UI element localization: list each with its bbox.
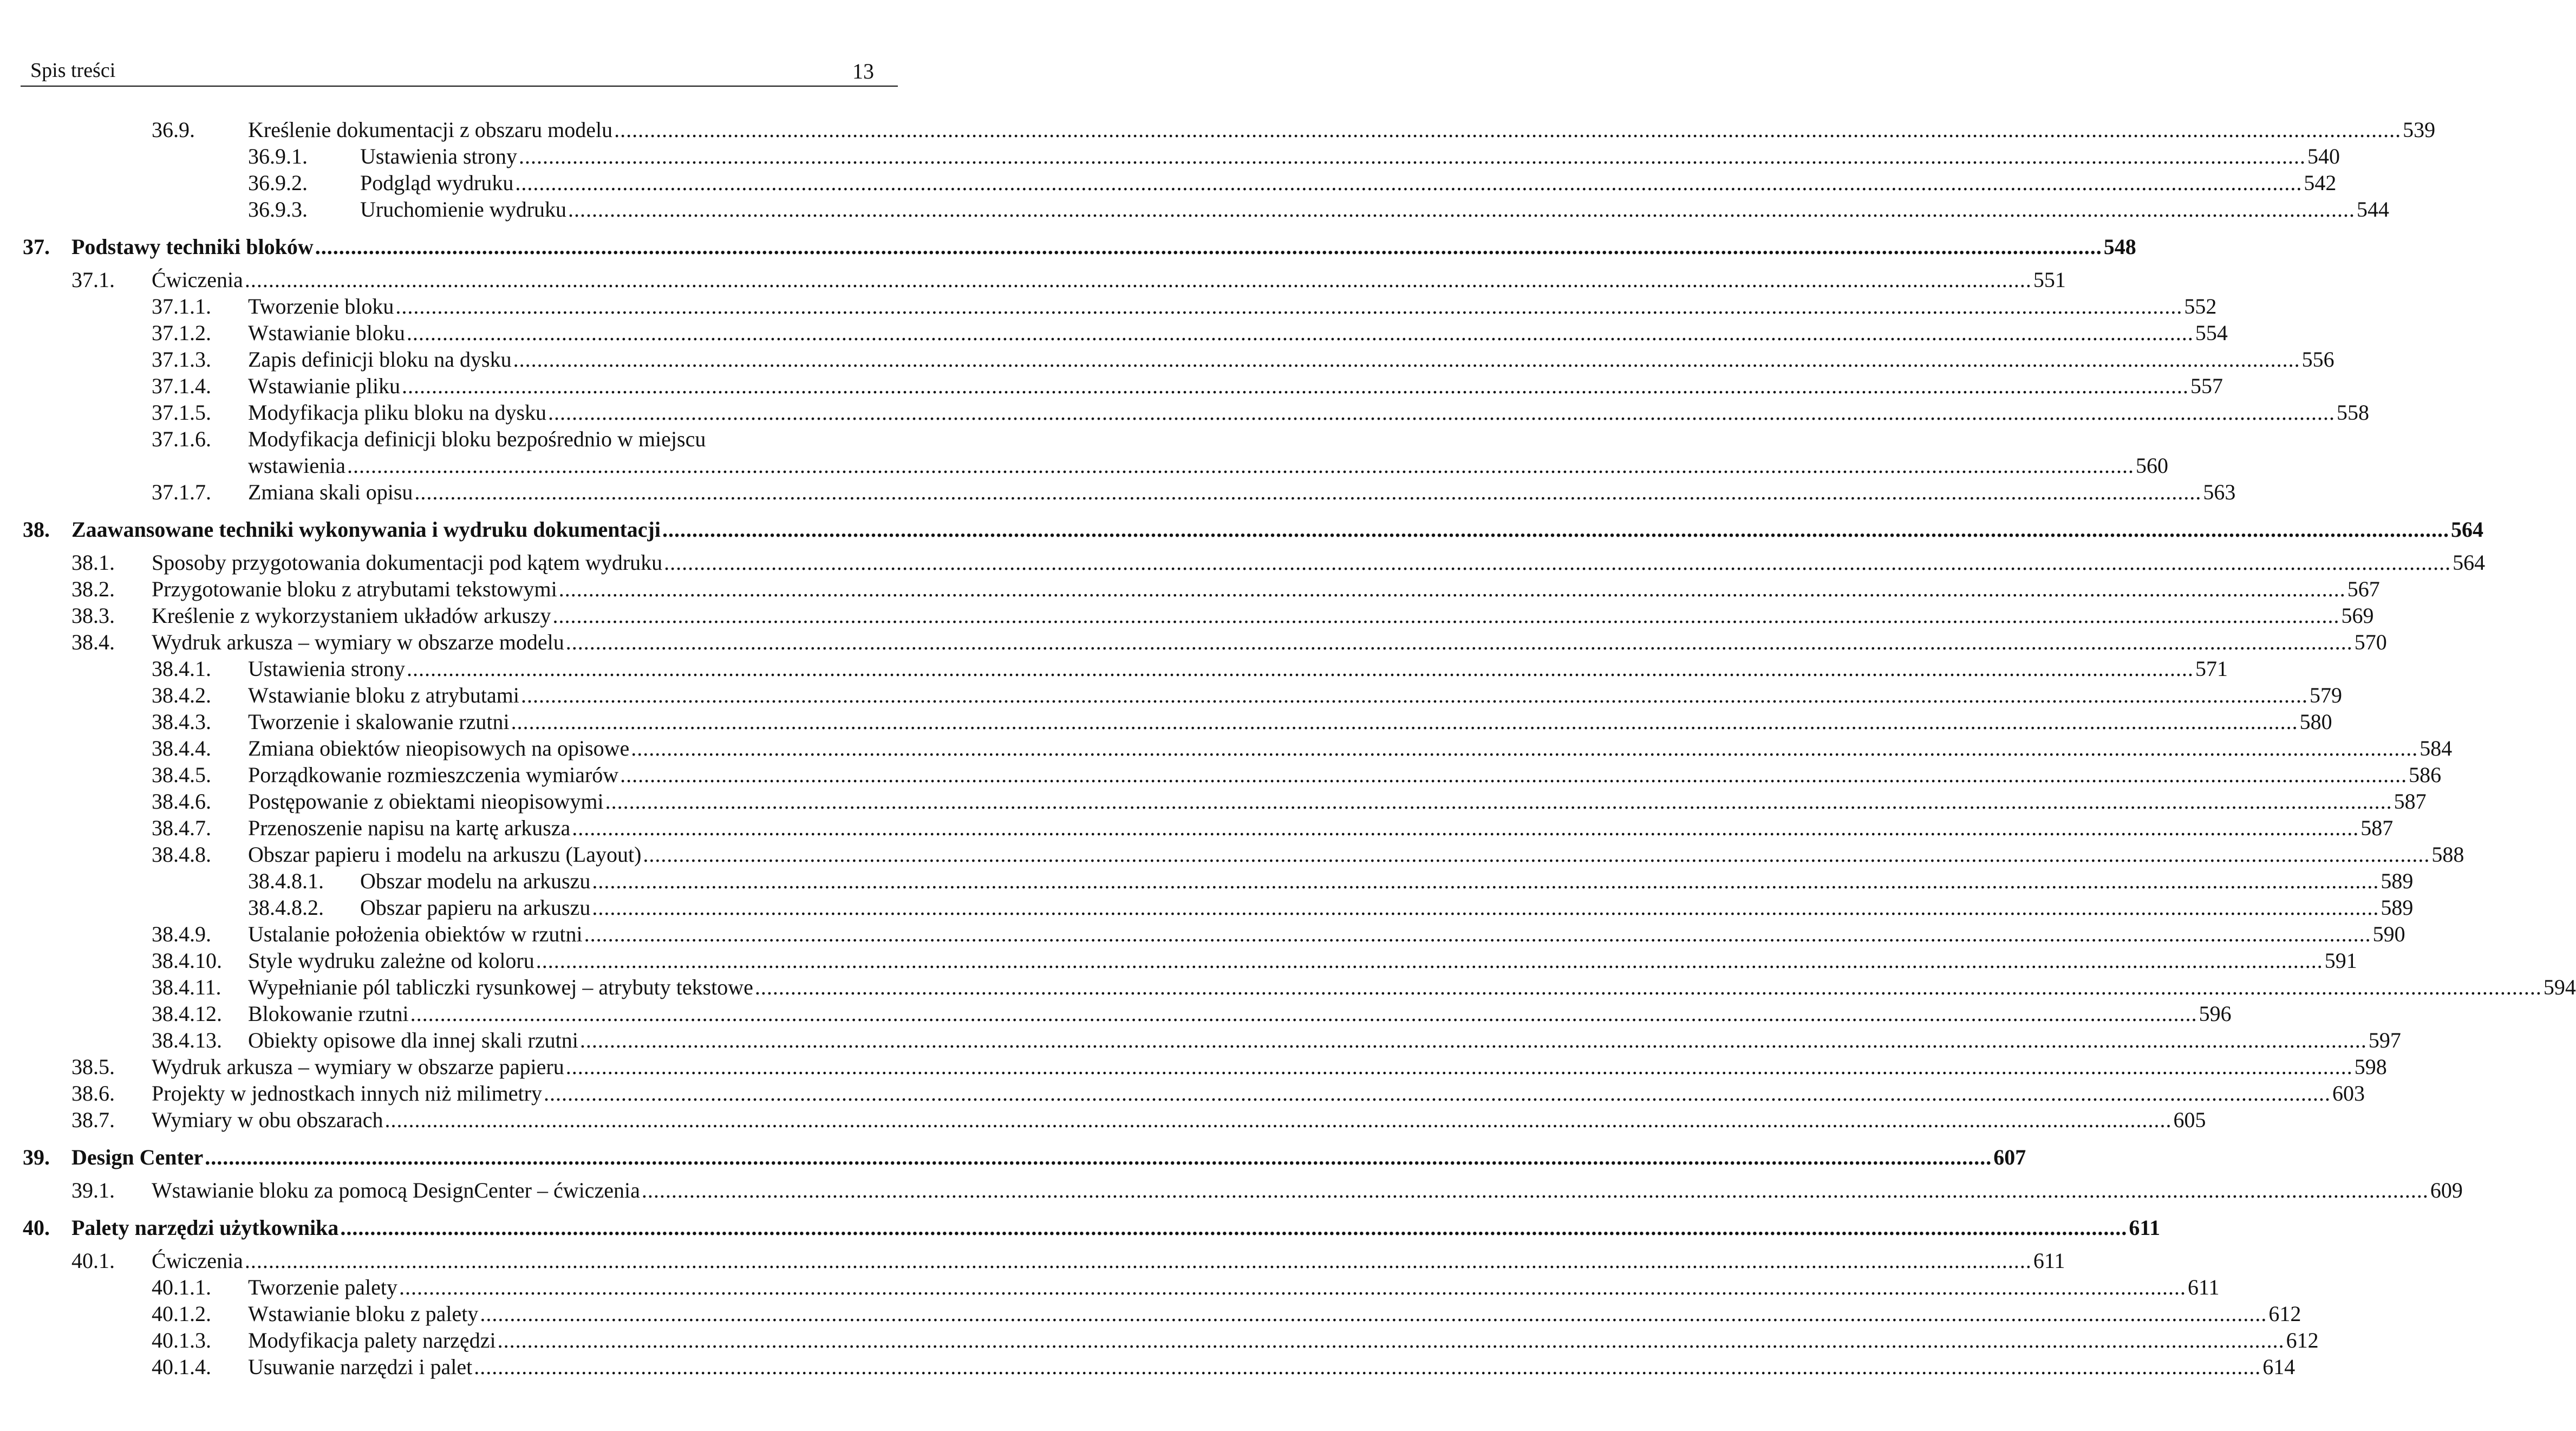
- toc-body: [248, 293, 2217, 320]
- toc-entry: [0, 170, 2337, 196]
- toc-title: Ustawienia strony: [248, 656, 405, 681]
- toc-body: [248, 1000, 2232, 1027]
- toc-entry: [0, 320, 2228, 346]
- dot-leader: ............................................................................................................................................................................................................................................................................................................: [565, 1055, 2353, 1079]
- toc-page-number: 605: [2173, 1108, 2206, 1132]
- toc-number: 37.1.5.: [152, 400, 211, 425]
- toc-entry: [0, 479, 2236, 505]
- dot-leader: ............................................................................................................................................................................................................................................................................................................: [244, 268, 2032, 292]
- toc-title: Uruchomienie wydruku: [360, 197, 567, 222]
- dot-leader: ............................................................................................................................................................................................................................................................................................................: [399, 1275, 2186, 1299]
- toc-body: [248, 974, 2576, 1000]
- toc-body: [248, 1354, 2295, 1380]
- dot-leader: ............................................................................................................................................................................................................................................................................................................: [410, 1001, 2197, 1026]
- toc-body: [71, 1144, 2026, 1170]
- toc-title: Modyfikacja definicji bloku bezpośrednio w miejscu: [248, 427, 706, 451]
- toc-title: Podstawy techniki bloków: [71, 235, 314, 259]
- toc-body: [248, 735, 2453, 762]
- toc-number: 36.9.3.: [248, 197, 308, 222]
- toc-body: [152, 1247, 2065, 1274]
- toc-title: Zapis definicji bloku na dysku: [248, 347, 512, 372]
- toc-title: Postępowanie z obiektami nieopisowymi: [248, 789, 604, 814]
- toc-entry: [0, 399, 2370, 426]
- toc-entry: [0, 266, 2066, 293]
- toc-entry: [0, 1354, 2295, 1380]
- toc-number: 38.7.: [71, 1108, 115, 1132]
- toc-number: 36.9.2.: [248, 171, 308, 195]
- toc-number: 38.4.8.1.: [248, 869, 324, 893]
- toc-entry: [0, 682, 2342, 708]
- toc-page-number: 579: [2309, 683, 2342, 707]
- toc-body: [248, 655, 2228, 682]
- toc-entry: [0, 116, 2436, 143]
- toc-body: [360, 170, 2337, 196]
- toc-page-number: 614: [2262, 1355, 2295, 1379]
- toc-number: 38.5.: [71, 1055, 115, 1079]
- toc-title: Kreślenie dokumentacji z obszaru modelu: [248, 118, 613, 142]
- toc-title: Kreślenie z wykorzystaniem układów arkuszy: [152, 603, 551, 628]
- toc-title: Obszar papieru na arkuszu: [360, 895, 591, 920]
- table-of-contents: [0, 116, 2576, 1380]
- dot-leader: ............................................................................................................................................................................................................................................................................................................: [605, 789, 2392, 814]
- toc-title: Wstawianie bloku z atrybutami: [248, 683, 519, 707]
- toc-title: Projekty w jednostkach innych niż milimetry: [152, 1081, 542, 1105]
- dot-leader: ............................................................................................................................................................................................................................................................................................................: [536, 948, 2323, 973]
- toc-page-number: 552: [2184, 294, 2217, 318]
- toc-entry: [0, 655, 2228, 682]
- toc-page-number: 587: [2394, 789, 2427, 814]
- toc-page-number: 587: [2360, 816, 2394, 840]
- dot-leader: ............................................................................................................................................................................................................................................................................................................: [552, 603, 2340, 628]
- toc-number: 38.4.9.: [152, 922, 211, 946]
- toc-entry: [0, 143, 2340, 170]
- toc-number: 37.1.: [71, 268, 115, 292]
- toc-page-number: 544: [2357, 197, 2390, 222]
- toc-chapter: [0, 516, 2483, 543]
- running-header-title: Spis treści: [30, 59, 116, 82]
- toc-title: Usuwanie narzędzi i palet: [248, 1355, 473, 1379]
- toc-title: Wypełnianie pól tabliczki rysunkowej – atrybuty tekstowe: [248, 975, 753, 999]
- toc-body: [248, 426, 2168, 479]
- toc-number: 38.2.: [71, 577, 115, 601]
- toc-title: Ćwiczenia: [152, 1248, 243, 1273]
- toc-page-number: 563: [2203, 480, 2236, 504]
- toc-title: Design Center: [71, 1145, 204, 1169]
- toc-number: 37.1.4.: [152, 374, 211, 398]
- toc-body: [248, 682, 2342, 708]
- dot-leader: ............................................................................................................................................................................................................................................................................................................: [592, 895, 2379, 920]
- toc-title: Przygotowanie bloku z atrybutami tekstowymi: [152, 577, 557, 601]
- toc-entry: [0, 629, 2387, 655]
- toc-page-number: 611: [2129, 1215, 2161, 1240]
- toc-page-number: 540: [2307, 144, 2340, 168]
- toc-number: 38.4.4.: [152, 736, 211, 760]
- toc-number: 40.1.4.: [152, 1355, 211, 1379]
- toc-body: [248, 1274, 2220, 1300]
- toc-page-number: 591: [2324, 948, 2357, 973]
- toc-title: Tworzenie i skalowanie rzutni: [248, 710, 510, 734]
- toc-title: Tworzenie palety: [248, 1275, 397, 1299]
- toc-entry: [0, 947, 2357, 974]
- toc-body: [248, 1327, 2319, 1354]
- toc-page-number: 557: [2190, 374, 2223, 398]
- toc-page-number: 607: [1993, 1145, 2026, 1169]
- toc-title: Wydruk arkusza – wymiary w obszarze modelu: [152, 630, 564, 654]
- toc-number: 37.1.7.: [152, 480, 211, 504]
- toc-title: Wydruk arkusza – wymiary w obszarze papieru: [152, 1055, 564, 1079]
- dot-leader: ............................................................................................................................................................................................................................................................................................................: [384, 1108, 2172, 1132]
- toc-title: Obszar papieru i modelu na arkuszu (Layout): [248, 842, 642, 867]
- toc-body: [248, 762, 2442, 788]
- toc-page-number: 551: [2033, 268, 2066, 292]
- toc-body: [152, 576, 2380, 602]
- toc-page-number: 571: [2195, 656, 2228, 681]
- dot-leader: ............................................................................................................................................................................................................................................................................................................: [205, 1145, 1992, 1169]
- toc-page-number: 586: [2409, 763, 2442, 787]
- toc-body: [71, 516, 2483, 543]
- toc-number: 40.1.3.: [152, 1328, 211, 1352]
- dot-leader: ............................................................................................................................................................................................................................................................................................................: [244, 1248, 2032, 1273]
- dot-leader: ............................................................................................................................................................................................................................................................................................................: [565, 630, 2353, 654]
- toc-entry: [0, 346, 2334, 373]
- toc-body: [248, 841, 2464, 868]
- toc-body: [360, 894, 2414, 921]
- dot-leader: ............................................................................................................................................................................................................................................................................................................: [395, 294, 2183, 318]
- toc-title: Ćwiczenia: [152, 268, 243, 292]
- toc-number: 38.4.13.: [152, 1028, 222, 1052]
- dot-leader: ............................................................................................................................................................................................................................................................................................................: [513, 347, 2300, 372]
- toc-title: Zmiana obiektów nieopisowych na opisowe: [248, 736, 630, 760]
- toc-body: [152, 1177, 2463, 1204]
- toc-page-number: 564: [2451, 517, 2483, 542]
- toc-entry: [0, 1177, 2463, 1204]
- toc-page-number: 603: [2332, 1081, 2365, 1105]
- toc-page-number: 558: [2337, 400, 2370, 425]
- dot-leader: ............................................................................................................................................................................................................................................................................................................: [620, 763, 2408, 787]
- toc-number: 40.1.2.: [152, 1302, 211, 1326]
- toc-title: Wstawianie bloku za pomocą DesignCenter – ćwiczenia: [152, 1178, 640, 1202]
- toc-body: [152, 549, 2486, 576]
- dot-leader: ............................................................................................................................................................................................................................................................................................................: [548, 400, 2336, 425]
- toc-body: [248, 1300, 2301, 1327]
- dot-leader: ............................................................................................................................................................................................................................................................................................................: [480, 1302, 2267, 1326]
- toc-number: 37.1.3.: [152, 347, 211, 372]
- toc-number: 38.4.7.: [152, 816, 211, 840]
- toc-title: Palety narzędzi użytkownika: [71, 1215, 339, 1240]
- toc-entry: [0, 974, 2576, 1000]
- toc-page-number: 554: [2195, 321, 2228, 345]
- dot-leader: ............................................................................................................................................................................................................................................................................................................: [579, 1028, 2367, 1052]
- toc-number: 37.1.2.: [152, 321, 211, 345]
- toc-title: Wstawianie pliku: [248, 374, 401, 398]
- toc-body: [152, 602, 2374, 629]
- toc-chapter: [0, 1144, 2026, 1170]
- toc-entry: [0, 426, 2168, 479]
- toc-number: 38.4.3.: [152, 710, 211, 734]
- toc-page-number: 548: [2103, 235, 2136, 259]
- toc-title: Tworzenie bloku: [248, 294, 394, 318]
- toc-entry: [0, 1053, 2387, 1080]
- toc-page-number: 594: [2543, 975, 2576, 999]
- toc-title: Style wydruku zależne od koloru: [248, 948, 534, 973]
- toc-page-number: 564: [2453, 550, 2486, 575]
- toc-body: [248, 708, 2332, 735]
- toc-number: 38.3.: [71, 603, 115, 628]
- toc-number: 38.6.: [71, 1081, 115, 1105]
- dot-leader: ............................................................................................................................................................................................................................................................................................................: [515, 171, 2303, 195]
- toc-page-number: 588: [2431, 842, 2464, 867]
- toc-number: 38.4.: [71, 630, 115, 654]
- toc-page-number: 539: [2403, 118, 2436, 142]
- toc-title: Wymiary w obu obszarach: [152, 1108, 383, 1132]
- toc-page-number: 584: [2420, 736, 2453, 760]
- toc-entry: [0, 1300, 2301, 1327]
- toc-body: [248, 815, 2394, 841]
- dot-leader: ............................................................................................................................................................................................................................................................................................................: [406, 321, 2194, 345]
- toc-number: 39.1.: [71, 1178, 115, 1202]
- toc-entry: [0, 815, 2394, 841]
- toc-number: 38.4.10.: [152, 948, 222, 973]
- dot-leader: ............................................................................................................................................................................................................................................................................................................: [641, 1178, 2429, 1202]
- toc-title: Modyfikacja pliku bloku na dysku: [248, 400, 547, 425]
- toc-title: Ustalanie położenia obiektów w rzutni: [248, 922, 583, 946]
- toc-entry: [0, 576, 2380, 602]
- toc-body: [248, 346, 2334, 373]
- toc-title: Ustawienia strony: [360, 144, 517, 168]
- toc-entry: [0, 1080, 2365, 1107]
- dot-leader: ............................................................................................................................................................................................................................................................................................................: [631, 736, 2418, 760]
- toc-page-number: 556: [2301, 347, 2334, 372]
- toc-page-number: 612: [2268, 1302, 2301, 1326]
- toc-entry: [0, 549, 2486, 576]
- toc-page-number: 589: [2381, 895, 2414, 920]
- dot-leader: ............................................................................................................................................................................................................................................................................................................: [414, 480, 2202, 504]
- dot-leader: ............................................................................................................................................................................................................................................................................................................: [474, 1355, 2261, 1379]
- toc-page-number: 590: [2372, 922, 2405, 946]
- dot-leader: ............................................................................................................................................................................................................................................................................................................: [511, 710, 2298, 734]
- toc-page-number: 611: [2187, 1275, 2220, 1299]
- toc-number: 40.1.1.: [152, 1275, 211, 1299]
- toc-entry: [0, 841, 2464, 868]
- toc-title: Podgląd wydruku: [360, 171, 514, 195]
- toc-body: [248, 320, 2228, 346]
- toc-entry: [0, 868, 2414, 894]
- toc-number: 39.: [23, 1145, 50, 1169]
- toc-entry: [0, 1027, 2401, 1053]
- toc-number: 38.4.6.: [152, 789, 211, 814]
- toc-number: 38.4.8.: [152, 842, 211, 867]
- toc-entry: [0, 1000, 2232, 1027]
- dot-leader: ............................................................................................................................................................................................................................................................................................................: [664, 550, 2451, 575]
- toc-number: 38.4.8.2.: [248, 895, 324, 920]
- toc-body: [248, 479, 2236, 505]
- toc-entry: [0, 1107, 2206, 1133]
- dot-leader: ............................................................................................................................................................................................................................................................................................................: [592, 869, 2379, 893]
- toc-body: [360, 196, 2390, 223]
- toc-page-number: 560: [2135, 453, 2168, 478]
- toc-body: [152, 1080, 2365, 1107]
- toc-page-number: 597: [2368, 1028, 2401, 1052]
- toc-page-number: 596: [2199, 1001, 2232, 1026]
- toc-number: 40.: [23, 1215, 50, 1240]
- toc-page-number: 609: [2430, 1178, 2463, 1202]
- toc-entry: [0, 1274, 2220, 1300]
- toc-chapter: [0, 233, 2136, 260]
- dot-leader: ............................................................................................................................................................................................................................................................................................................: [643, 842, 2430, 867]
- toc-body: [360, 868, 2414, 894]
- toc-title: Wstawianie bloku: [248, 321, 405, 345]
- toc-entry: [0, 762, 2442, 788]
- toc-body: [248, 1027, 2401, 1053]
- toc-entry: [0, 1327, 2319, 1354]
- toc-chapter: [0, 1214, 2161, 1241]
- toc-number: 38.4.5.: [152, 763, 211, 787]
- toc-number: 38.4.12.: [152, 1001, 222, 1026]
- toc-number: 37.1.6.: [152, 427, 211, 451]
- dot-leader: ............................................................................................................................................................................................................................................................................................................: [402, 374, 2189, 398]
- toc-title: Zmiana skali opisu: [248, 480, 413, 504]
- toc-title: Obiekty opisowe dla innej skali rzutni: [248, 1028, 578, 1052]
- dot-leader: ............................................................................................................................................................................................................................................................................................................: [520, 683, 2308, 707]
- toc-page-number: 612: [2286, 1328, 2319, 1352]
- toc-page-number: 611: [2033, 1248, 2065, 1273]
- toc-title: Przenoszenie napisu na kartę arkusza: [248, 816, 571, 840]
- toc-entry: [0, 735, 2453, 762]
- toc-entry: [0, 1247, 2065, 1274]
- toc-body: [248, 947, 2357, 974]
- toc-page-number: 580: [2299, 710, 2332, 734]
- toc-number: 38.4.1.: [152, 656, 211, 681]
- dot-leader: ............................................................................................................................................................................................................................................................................................................: [406, 656, 2194, 681]
- toc-title-continued: wstawienia: [248, 453, 345, 478]
- toc-page-number: 569: [2341, 603, 2374, 628]
- dot-leader: ............................................................................................................................................................................................................................................................................................................: [662, 517, 2449, 542]
- toc-title: Blokowanie rzutni: [248, 1001, 409, 1026]
- toc-page-number: 570: [2354, 630, 2387, 654]
- toc-body: [71, 233, 2136, 260]
- toc-entry: [0, 293, 2217, 320]
- toc-entry: [0, 373, 2223, 399]
- toc-number: 37.: [23, 235, 50, 259]
- dot-leader: ............................................................................................................................................................................................................................................................................................................: [315, 235, 2102, 259]
- toc-number: 37.1.1.: [152, 294, 211, 318]
- dot-leader: ............................................................................................................................................................................................................................................................................................................: [497, 1328, 2285, 1352]
- dot-leader: ............................................................................................................................................................................................................................................................................................................: [347, 453, 2134, 478]
- page-number: 13: [852, 59, 874, 83]
- toc-title: Wstawianie bloku z palety: [248, 1302, 479, 1326]
- dot-leader: ............................................................................................................................................................................................................................................................................................................: [754, 975, 2542, 999]
- toc-number: 38.4.11.: [152, 975, 221, 999]
- dot-leader: ............................................................................................................................................................................................................................................................................................................: [584, 922, 2371, 946]
- dot-leader: ............................................................................................................................................................................................................................................................................................................: [614, 118, 2402, 142]
- toc-page-number: 567: [2347, 577, 2380, 601]
- toc-body: [248, 373, 2223, 399]
- toc-page-number: 598: [2354, 1055, 2387, 1079]
- toc-page-number: 589: [2381, 869, 2414, 893]
- toc-number: 38.: [23, 517, 50, 542]
- toc-number: 38.1.: [71, 550, 115, 575]
- toc-number: 36.9.1.: [248, 144, 308, 168]
- toc-number: 36.9.: [152, 118, 195, 142]
- toc-body: [152, 266, 2066, 293]
- toc-entry: [0, 894, 2414, 921]
- toc-entry: [0, 196, 2390, 223]
- dot-leader: ............................................................................................................................................................................................................................................................................................................: [572, 816, 2359, 840]
- dot-leader: ............................................................................................................................................................................................................................................................................................................: [543, 1081, 2331, 1105]
- toc-entry: [0, 788, 2427, 815]
- toc-title: Zaawansowane techniki wykonywania i wydruku dokumentacji: [71, 517, 661, 542]
- toc-page-number: 542: [2304, 171, 2337, 195]
- toc-body: [152, 629, 2387, 655]
- page-header: [21, 58, 898, 87]
- dot-leader: ............................................................................................................................................................................................................................................................................................................: [558, 577, 2346, 601]
- toc-number: 40.1.: [71, 1248, 115, 1273]
- dot-leader: ............................................................................................................................................................................................................................................................................................................: [518, 144, 2306, 168]
- toc-title: Modyfikacja palety narzędzi: [248, 1328, 496, 1352]
- toc-body: [152, 1107, 2206, 1133]
- toc-body: [360, 143, 2340, 170]
- toc-body: [248, 399, 2370, 426]
- toc-number: 38.4.2.: [152, 683, 211, 707]
- toc-entry: [0, 602, 2374, 629]
- toc-title: Porządkowanie rozmieszczenia wymiarów: [248, 763, 619, 787]
- toc-body: [248, 921, 2405, 947]
- dot-leader: ............................................................................................................................................................................................................................................................................................................: [340, 1215, 2128, 1240]
- toc-entry: [0, 708, 2332, 735]
- toc-body: [152, 1053, 2387, 1080]
- toc-body: [248, 116, 2436, 143]
- dot-leader: ............................................................................................................................................................................................................................................................................................................: [568, 197, 2356, 222]
- toc-entry: [0, 921, 2405, 947]
- toc-body: [248, 788, 2427, 815]
- toc-title: Sposoby przygotowania dokumentacji pod kątem wydruku: [152, 550, 663, 575]
- toc-body: [71, 1214, 2161, 1241]
- toc-title: Obszar modelu na arkuszu: [360, 869, 591, 893]
